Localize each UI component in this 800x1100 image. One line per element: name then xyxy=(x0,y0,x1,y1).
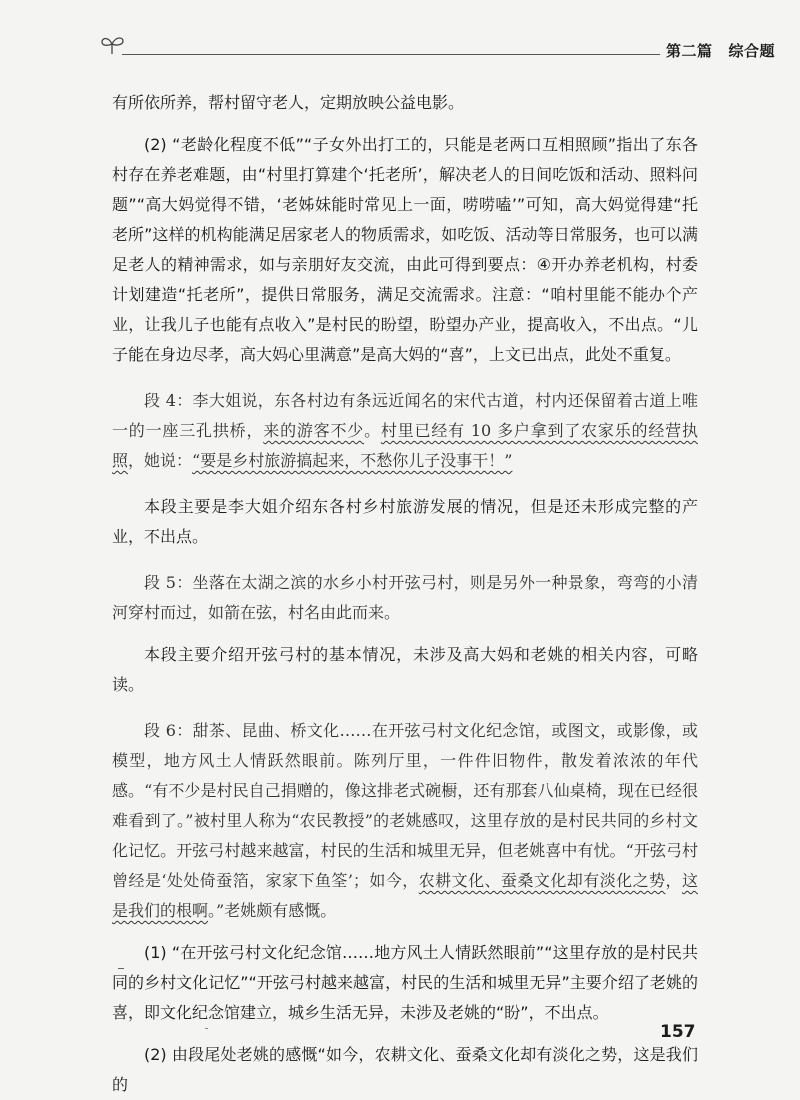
paragraph-section-6 xyxy=(112,716,698,926)
header-title xyxy=(666,40,775,61)
running-header xyxy=(100,32,790,62)
paragraph-2: (2) “老龄化程度不低”“子女外出打工的，只能是老两口互相照顾”指出了东各村存在养老难题，由“村里打算建个‘托老所’，解决老人的日间吃饭和活动、照料问题”“高大妈觉得不错，‘老姊妹能时常见上一面，唠唠嗑’”可知，高大妈觉得建“托老所”这样的机构能满足居家老人的物质需求，如吃饭、活动等日常服务，也可以满足老人的精神需求，如与亲朋好友交流，由此可得到要点：④开办养老机构，村委计划建造“托老所”，提供日常服务，满足交流需求。注意：“咱村里能不能办个产业，让我儿子也能有点收入”是村民的盼望，盼望办产业，提高收入，不出点。“儿子能在身边尽孝，高大妈心里满意”是高大妈的“喜”，上文已出点，此处不重复。 xyxy=(112,135,698,364)
paragraph-section-4 xyxy=(112,386,698,476)
section-4-text-a: 段 4：李大姐说，东各村边有条远近闻名的宋代古道，村内还保留着古道上唯一的一座三孔拱桥， xyxy=(112,391,698,440)
scan-mark xyxy=(205,1028,208,1029)
section-6-text-c: ， xyxy=(665,871,682,890)
header-rule-left xyxy=(122,54,660,55)
section-4-text-c: 。 xyxy=(364,421,381,440)
paragraph-1: 有所依所养，帮村留守老人，定期放映公益电影。 xyxy=(112,93,465,112)
paragraph-analysis-5: 本段主要介绍开弦弓村的基本情况，未涉及高大妈和老姚的相关内容，可略读。 xyxy=(112,645,698,694)
paragraph-analysis-6-1: (1) “在开弦弓村文化纪念馆……地方风土人情跃然眼前”“这里存放的是村民共同的乡村文化记忆”“开弦弓村越来越富，村民的生活和城里无异”主要介绍了老姚的喜，即文化纪念馆建立，城乡生活无异，未涉及老姚的“盼”，不出点。 xyxy=(112,943,698,1022)
header-section: 综合题 xyxy=(728,42,776,60)
page-number: 157 xyxy=(660,1022,696,1042)
header-part: 第二篇 xyxy=(666,42,713,60)
section-6-underlined-roots: 这是我们的根啊 xyxy=(112,871,698,920)
section-6-text-a: 段 6：甜茶、昆曲、桥文化……在开弦弓村文化纪念馆，或图文，或影像，或模型，地方风土人情跃然眼前。陈列厅里，一件件旧物件，散发着浓浓的年代感。“有不少是村民自己捐赠的，像这排老式碗橱，还有那套八仙桌椅，现在已经很难看到了。”被村里人称为“农民教授”的老姚感叹，这里存放的是村民共同的乡村文化记忆。开弦弓村越来越富，村民的生活和城里无异，但老姚喜中有忧。“开弦弓村曾经是‘处处倚蚕箔，家家下鱼筌’；如今， xyxy=(112,721,698,890)
paragraph-analysis-4: 本段主要是李大姐介绍东各村乡村旅游发展的情况，但是还未形成完整的产业，不出点。 xyxy=(112,497,698,546)
section-4-text-e: ，她说： xyxy=(128,451,193,470)
page-content xyxy=(112,88,698,1100)
section-6-text-e: 。”老姚颇有感慨。 xyxy=(208,901,337,920)
section-6-underlined-culture: 农耕文化、蚕桑文化却有淡化之势 xyxy=(418,871,666,890)
section-4-underlined-licenses: 村里已经有 10 多户拿到了农家乐的经营执照 xyxy=(112,421,698,470)
section-4-underlined-tourists: 来的游客不少 xyxy=(263,421,365,440)
paragraph-section-5: 段 5：坐落在太湖之滨的水乡小村开弦弓村，则是另外一种景象，弯弯的小清河穿村而过，如箭在弦，村名由此而来。 xyxy=(112,573,698,622)
paragraph-analysis-6-2: (2) 由段尾处老姚的感慨“如今，农耕文化、蚕桑文化却有淡化之势，这是我们的 xyxy=(112,1045,698,1094)
scan-mark xyxy=(118,968,124,969)
section-4-underlined-quote: “要是乡村旅游搞起来，不愁你儿子没事干！” xyxy=(192,451,513,470)
